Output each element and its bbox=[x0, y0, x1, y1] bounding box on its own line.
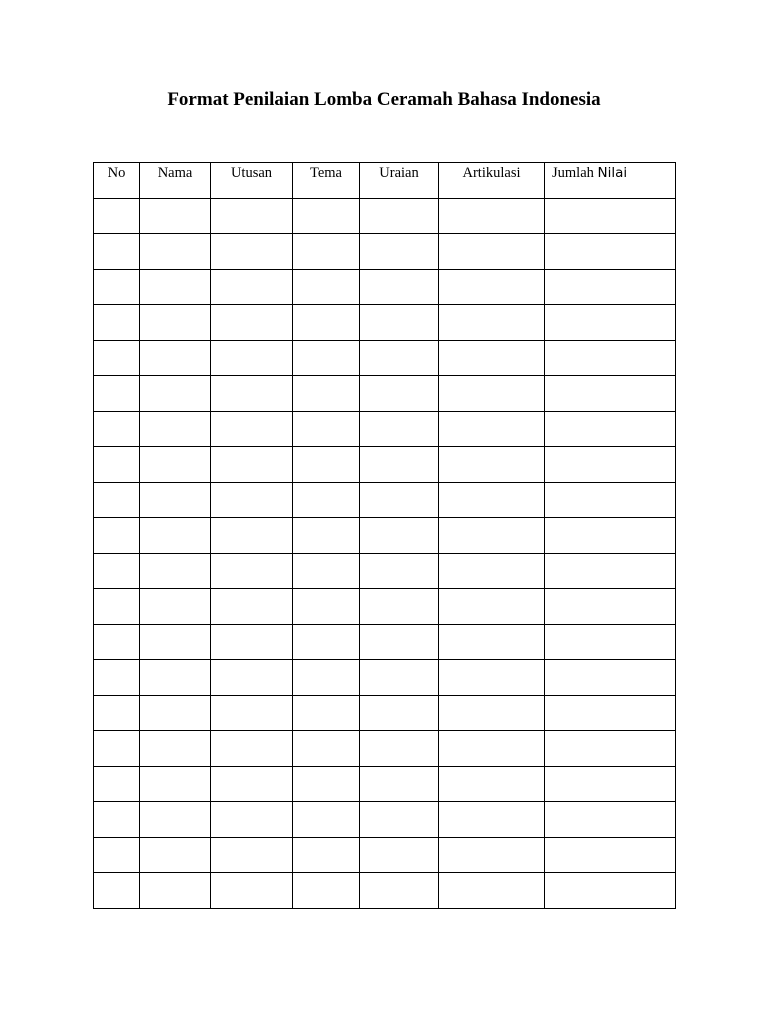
cell-no bbox=[94, 873, 140, 909]
cell-tema bbox=[293, 482, 360, 518]
cell-utusan bbox=[211, 695, 293, 731]
cell-nama bbox=[140, 305, 211, 341]
cell-artikulasi bbox=[439, 802, 545, 838]
cell-tema bbox=[293, 269, 360, 305]
cell-utusan bbox=[211, 837, 293, 873]
cell-tema bbox=[293, 660, 360, 696]
cell-uraian bbox=[360, 837, 439, 873]
cell-artikulasi bbox=[439, 660, 545, 696]
cell-utusan bbox=[211, 553, 293, 589]
cell-nama bbox=[140, 589, 211, 625]
cell-uraian bbox=[360, 624, 439, 660]
cell-uraian bbox=[360, 411, 439, 447]
cell-jumlah-nilai bbox=[545, 269, 676, 305]
cell-no bbox=[94, 660, 140, 696]
cell-uraian bbox=[360, 766, 439, 802]
cell-artikulasi bbox=[439, 731, 545, 767]
cell-jumlah-nilai bbox=[545, 589, 676, 625]
cell-nama bbox=[140, 234, 211, 270]
header-nilai: Nilai bbox=[597, 165, 628, 181]
header-utusan: Utusan bbox=[211, 163, 293, 199]
cell-uraian bbox=[360, 234, 439, 270]
cell-jumlah-nilai bbox=[545, 553, 676, 589]
cell-artikulasi bbox=[439, 482, 545, 518]
cell-nama bbox=[140, 553, 211, 589]
table-row bbox=[94, 518, 676, 554]
cell-utusan bbox=[211, 731, 293, 767]
cell-jumlah-nilai bbox=[545, 837, 676, 873]
cell-tema bbox=[293, 802, 360, 838]
cell-nama bbox=[140, 802, 211, 838]
cell-utusan bbox=[211, 269, 293, 305]
cell-utusan bbox=[211, 518, 293, 554]
cell-uraian bbox=[360, 589, 439, 625]
cell-jumlah-nilai bbox=[545, 695, 676, 731]
table-row bbox=[94, 731, 676, 767]
cell-nama bbox=[140, 376, 211, 412]
table-row bbox=[94, 340, 676, 376]
cell-artikulasi bbox=[439, 624, 545, 660]
cell-jumlah-nilai bbox=[545, 447, 676, 483]
table-row bbox=[94, 624, 676, 660]
cell-nama bbox=[140, 198, 211, 234]
cell-utusan bbox=[211, 660, 293, 696]
table-row bbox=[94, 553, 676, 589]
cell-no bbox=[94, 340, 140, 376]
cell-nama bbox=[140, 873, 211, 909]
header-no: No bbox=[94, 163, 140, 199]
cell-no bbox=[94, 695, 140, 731]
cell-artikulasi bbox=[439, 340, 545, 376]
cell-uraian bbox=[360, 305, 439, 341]
cell-tema bbox=[293, 553, 360, 589]
cell-no bbox=[94, 376, 140, 412]
table-row bbox=[94, 198, 676, 234]
header-row bbox=[94, 163, 676, 199]
cell-artikulasi bbox=[439, 198, 545, 234]
cell-no bbox=[94, 447, 140, 483]
cell-utusan bbox=[211, 305, 293, 341]
cell-tema bbox=[293, 695, 360, 731]
cell-artikulasi bbox=[439, 873, 545, 909]
table-row bbox=[94, 766, 676, 802]
table-row bbox=[94, 305, 676, 341]
cell-jumlah-nilai bbox=[545, 340, 676, 376]
cell-nama bbox=[140, 837, 211, 873]
cell-tema bbox=[293, 198, 360, 234]
cell-tema bbox=[293, 624, 360, 660]
cell-uraian bbox=[360, 269, 439, 305]
cell-tema bbox=[293, 518, 360, 554]
cell-artikulasi bbox=[439, 553, 545, 589]
cell-jumlah-nilai bbox=[545, 518, 676, 554]
header-jumlah-nilai bbox=[545, 163, 676, 199]
cell-tema bbox=[293, 589, 360, 625]
table-row bbox=[94, 873, 676, 909]
cell-artikulasi bbox=[439, 305, 545, 341]
cell-artikulasi bbox=[439, 837, 545, 873]
cell-artikulasi bbox=[439, 234, 545, 270]
cell-utusan bbox=[211, 340, 293, 376]
cell-artikulasi bbox=[439, 695, 545, 731]
cell-jumlah-nilai bbox=[545, 731, 676, 767]
cell-no bbox=[94, 482, 140, 518]
cell-artikulasi bbox=[439, 589, 545, 625]
cell-uraian bbox=[360, 553, 439, 589]
cell-jumlah-nilai bbox=[545, 482, 676, 518]
cell-uraian bbox=[360, 695, 439, 731]
cell-utusan bbox=[211, 766, 293, 802]
cell-nama bbox=[140, 624, 211, 660]
cell-no bbox=[94, 802, 140, 838]
cell-uraian bbox=[360, 802, 439, 838]
header-uraian: Uraian bbox=[360, 163, 439, 199]
cell-tema bbox=[293, 234, 360, 270]
cell-jumlah-nilai bbox=[545, 198, 676, 234]
table-row bbox=[94, 376, 676, 412]
score-table bbox=[93, 162, 676, 909]
cell-no bbox=[94, 305, 140, 341]
cell-utusan bbox=[211, 411, 293, 447]
cell-tema bbox=[293, 411, 360, 447]
cell-uraian bbox=[360, 376, 439, 412]
table-row bbox=[94, 695, 676, 731]
table-row bbox=[94, 411, 676, 447]
cell-artikulasi bbox=[439, 447, 545, 483]
header-nama: Nama bbox=[140, 163, 211, 199]
cell-tema bbox=[293, 305, 360, 341]
cell-jumlah-nilai bbox=[545, 376, 676, 412]
table-row bbox=[94, 482, 676, 518]
cell-uraian bbox=[360, 340, 439, 376]
cell-no bbox=[94, 589, 140, 625]
cell-artikulasi bbox=[439, 269, 545, 305]
cell-tema bbox=[293, 376, 360, 412]
document-title: Format Penilaian Lomba Ceramah Bahasa Indonesia bbox=[167, 89, 601, 110]
table-row bbox=[94, 589, 676, 625]
cell-uraian bbox=[360, 447, 439, 483]
cell-artikulasi bbox=[439, 411, 545, 447]
cell-nama bbox=[140, 269, 211, 305]
cell-nama bbox=[140, 447, 211, 483]
cell-utusan bbox=[211, 873, 293, 909]
cell-nama bbox=[140, 518, 211, 554]
cell-uraian bbox=[360, 518, 439, 554]
cell-nama bbox=[140, 695, 211, 731]
cell-artikulasi bbox=[439, 518, 545, 554]
header-tema: Tema bbox=[293, 163, 360, 199]
cell-jumlah-nilai bbox=[545, 305, 676, 341]
cell-nama bbox=[140, 411, 211, 447]
cell-utusan bbox=[211, 624, 293, 660]
cell-uraian bbox=[360, 731, 439, 767]
cell-nama bbox=[140, 660, 211, 696]
cell-jumlah-nilai bbox=[545, 766, 676, 802]
cell-utusan bbox=[211, 198, 293, 234]
table-body bbox=[94, 198, 676, 908]
cell-utusan bbox=[211, 589, 293, 625]
cell-artikulasi bbox=[439, 376, 545, 412]
cell-artikulasi bbox=[439, 766, 545, 802]
cell-jumlah-nilai bbox=[545, 411, 676, 447]
cell-tema bbox=[293, 873, 360, 909]
cell-utusan bbox=[211, 234, 293, 270]
cell-jumlah-nilai bbox=[545, 873, 676, 909]
cell-nama bbox=[140, 340, 211, 376]
cell-tema bbox=[293, 766, 360, 802]
cell-uraian bbox=[360, 198, 439, 234]
cell-nama bbox=[140, 766, 211, 802]
table-row bbox=[94, 802, 676, 838]
cell-jumlah-nilai bbox=[545, 802, 676, 838]
cell-tema bbox=[293, 447, 360, 483]
cell-utusan bbox=[211, 482, 293, 518]
cell-nama bbox=[140, 731, 211, 767]
cell-jumlah-nilai bbox=[545, 624, 676, 660]
table-row bbox=[94, 660, 676, 696]
header-artikulasi: Artikulasi bbox=[439, 163, 545, 199]
cell-uraian bbox=[360, 660, 439, 696]
cell-no bbox=[94, 411, 140, 447]
cell-tema bbox=[293, 340, 360, 376]
cell-no bbox=[94, 766, 140, 802]
cell-no bbox=[94, 269, 140, 305]
table-row bbox=[94, 447, 676, 483]
cell-utusan bbox=[211, 376, 293, 412]
cell-utusan bbox=[211, 802, 293, 838]
cell-uraian bbox=[360, 873, 439, 909]
cell-tema bbox=[293, 837, 360, 873]
cell-no bbox=[94, 234, 140, 270]
cell-no bbox=[94, 731, 140, 767]
table-row bbox=[94, 234, 676, 270]
cell-no bbox=[94, 198, 140, 234]
cell-nama bbox=[140, 482, 211, 518]
table-row bbox=[94, 837, 676, 873]
cell-no bbox=[94, 837, 140, 873]
cell-jumlah-nilai bbox=[545, 234, 676, 270]
cell-no bbox=[94, 624, 140, 660]
cell-no bbox=[94, 518, 140, 554]
cell-jumlah-nilai bbox=[545, 660, 676, 696]
cell-uraian bbox=[360, 482, 439, 518]
cell-utusan bbox=[211, 447, 293, 483]
table-row bbox=[94, 269, 676, 305]
cell-tema bbox=[293, 731, 360, 767]
cell-no bbox=[94, 553, 140, 589]
header-jumlah: Jumlah bbox=[552, 165, 594, 181]
